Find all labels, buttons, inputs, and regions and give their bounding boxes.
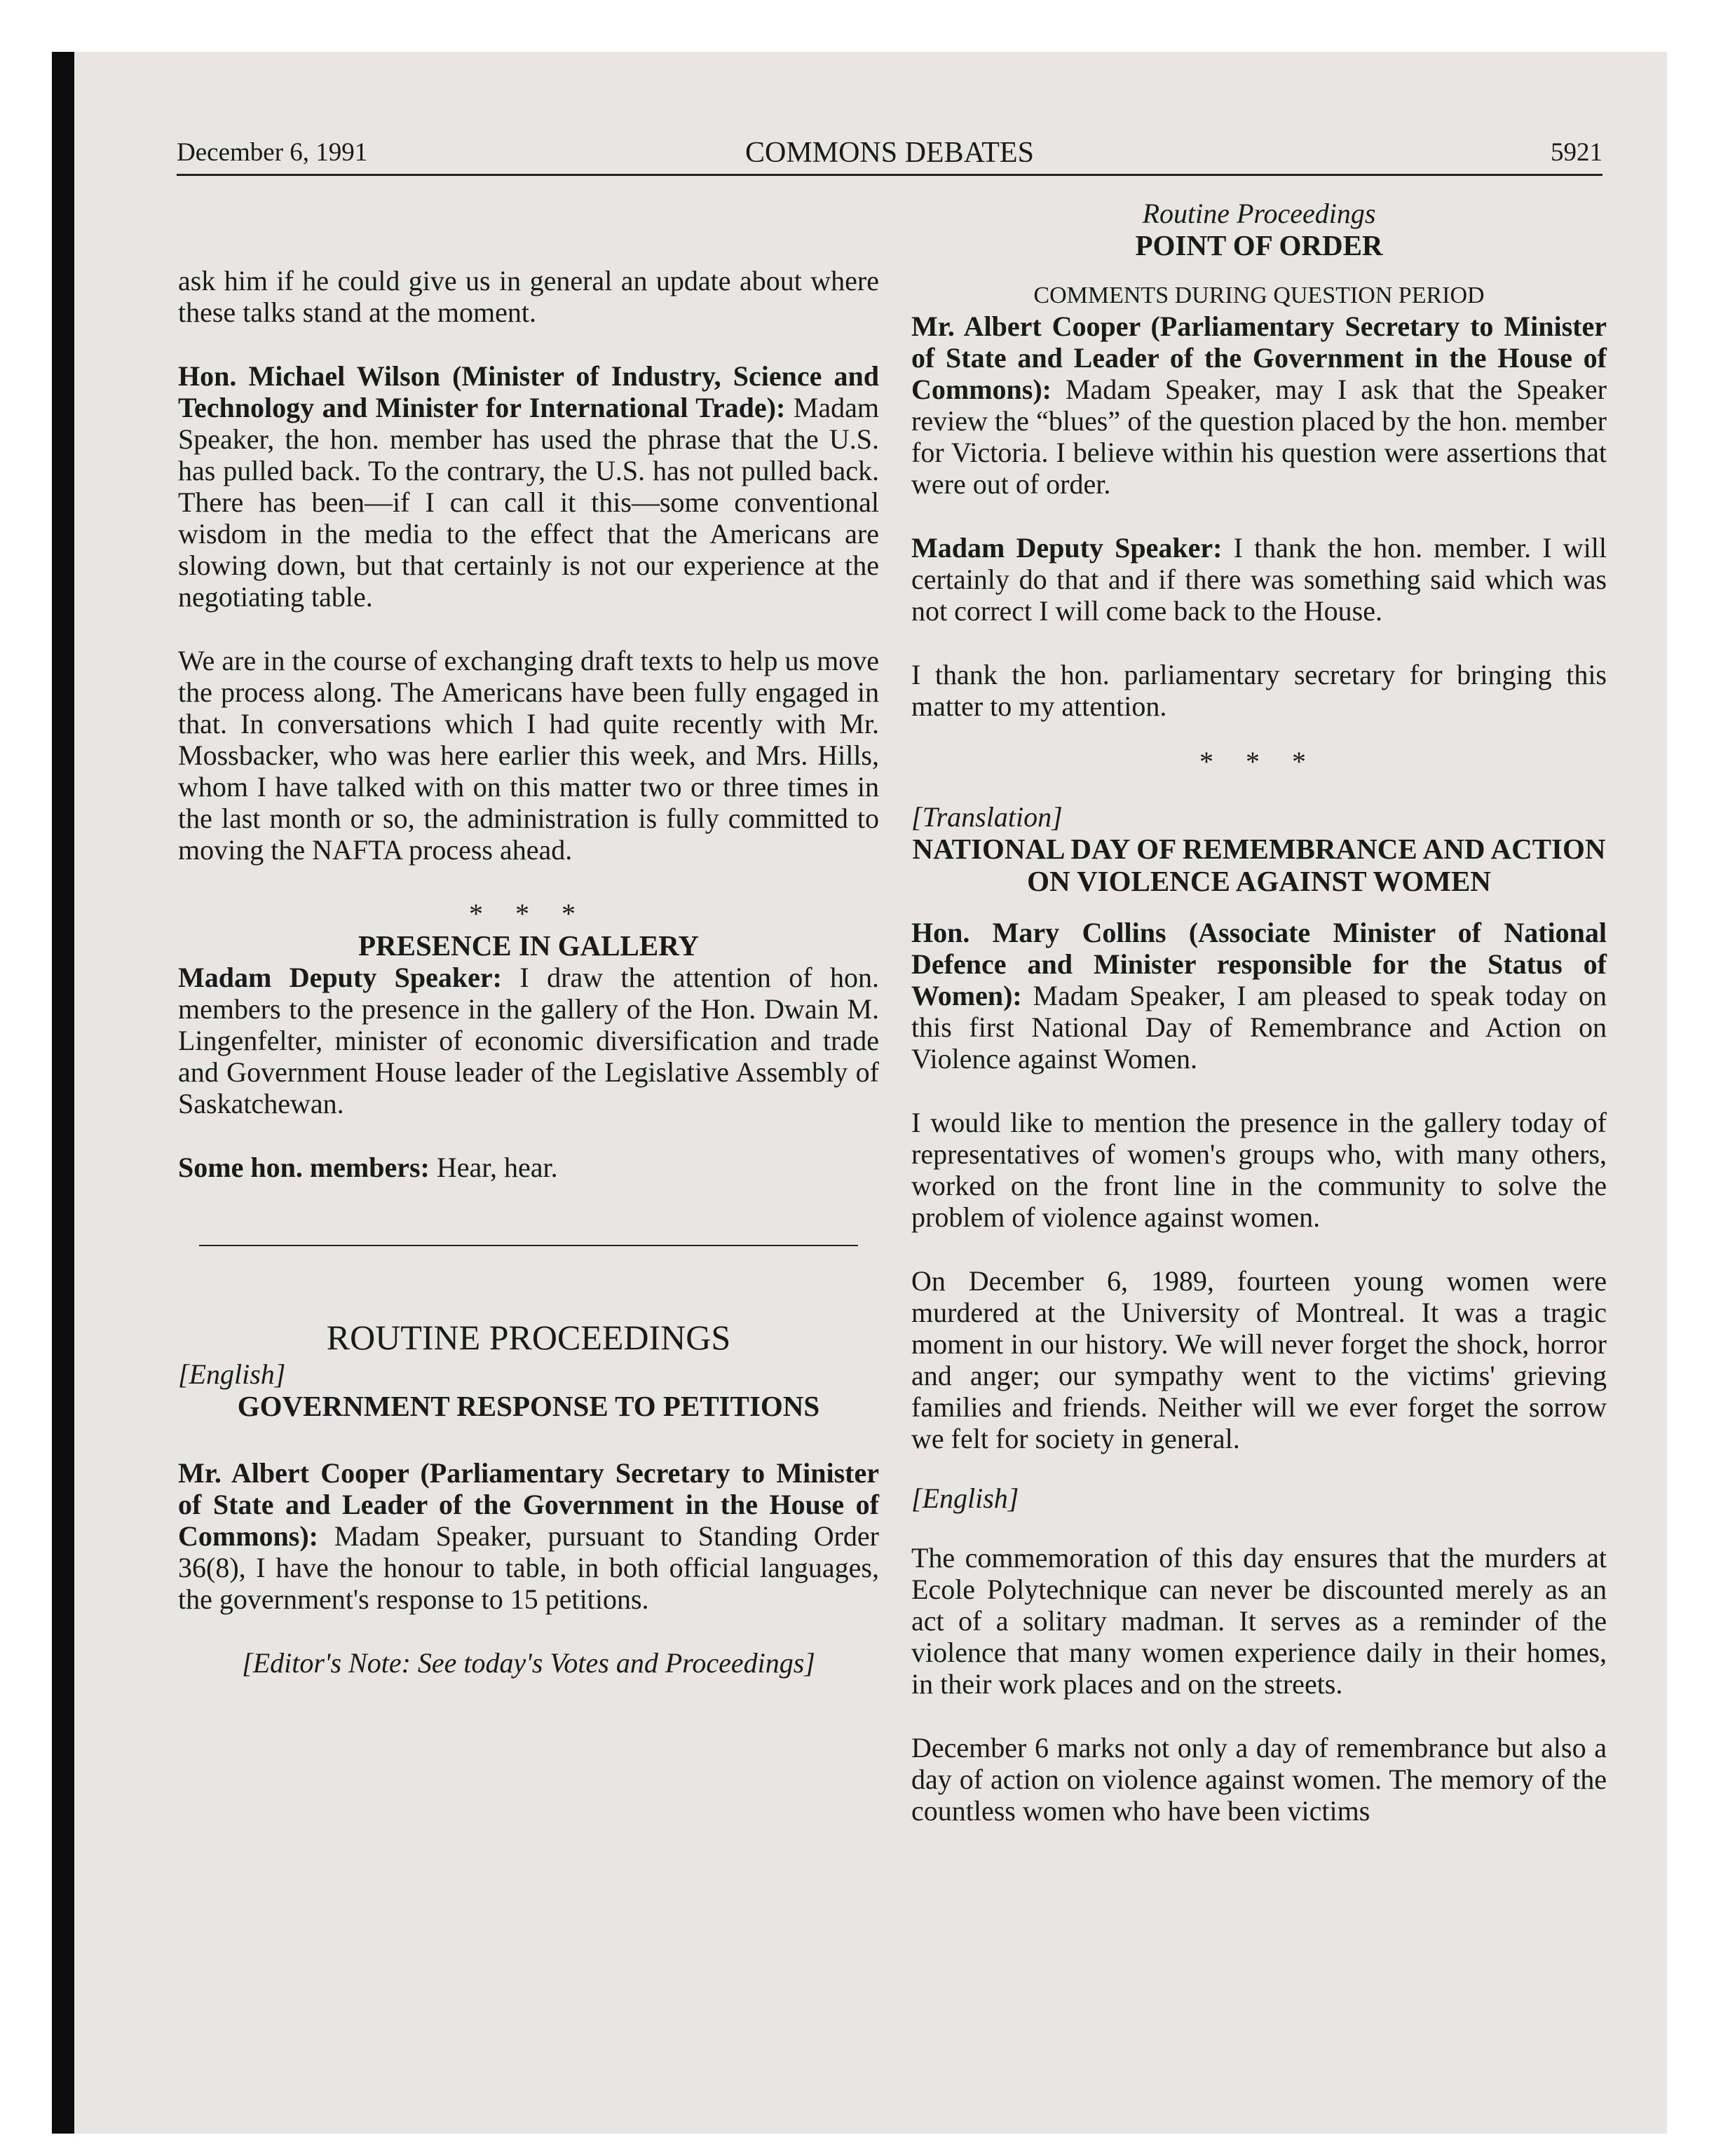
editors-note: [Editor's Note: See today's Votes and Proceedings] bbox=[242, 1647, 815, 1679]
subheading-comments-during-question-period: COMMENTS DURING QUESTION PERIOD bbox=[1033, 282, 1485, 308]
heading-point-of-order: POINT OF ORDER bbox=[1135, 229, 1383, 261]
language-marker: [Translation] bbox=[911, 801, 1063, 833]
speech-text: I thank the hon. member. I will certainly do that and if there was something said which was not correct I will come back to the House. bbox=[911, 532, 1607, 627]
section-label: Routine Proceedings bbox=[1142, 198, 1376, 229]
heading-presence-in-gallery: PRESENCE IN GALLERY bbox=[358, 929, 700, 962]
speaker-name: Hon. Mary Collins (Associate Minister of National Defence and Minister responsible for the Status of Women): bbox=[911, 917, 1607, 1011]
speaker-name: Madam Deputy Speaker: bbox=[911, 532, 1223, 564]
section-separator-stars: * * * bbox=[1199, 746, 1319, 777]
paragraph bbox=[911, 917, 1607, 1074]
paragraph: I thank the hon. parliamentary secretary for bringing this matter to my attention. bbox=[911, 659, 1607, 722]
section-separator-stars: * * * bbox=[469, 898, 588, 929]
speech-text: I draw the attention of hon. members to the presence in the gallery of the Hon. Dwain M. Lingenfelter, minister of economic diversification and trade and Government House leader of the Legislative Assembly of Saskatchewan. bbox=[178, 962, 879, 1119]
header-page-number: 5921 bbox=[1551, 138, 1603, 167]
paragraph: I would like to mention the presence in the gallery today of representatives of women's groups who, with many others, worked on the front line in the community to solve the problem of violence against women. bbox=[911, 1107, 1607, 1233]
heading-routine-proceedings: ROUTINE PROCEEDINGS bbox=[326, 1318, 731, 1357]
paragraph: December 6 marks not only a day of remembrance but also a day of action on violence against women. The memory of the countless women who have been victims bbox=[911, 1732, 1607, 1827]
paragraph: We are in the course of exchanging draft texts to help us move the process along. The Americans have been fully engaged in that. In conversations which I had quite recently with Mr. Mossbacker, who was here earlier this week, and Mrs. Hills, whom I have talked with on this matter two or three times in the last month or so, the administration is fully committed to moving the NAFTA process ahead. bbox=[178, 645, 879, 866]
speaker-name: Mr. Albert Cooper (Parliamentary Secretary to Minister of State and Leader of the Government in the House of Commons): bbox=[911, 311, 1607, 405]
speech-text: Madam Speaker, the hon. member has used the phrase that the U.S. has pulled back. To the contrary, the U.S. has not pulled back. There has been—if I can call it this—some conventional wisdom in the media to the effect that the Americans are slowing down, but that certainly is not our experience at the negotiating table. bbox=[178, 392, 879, 613]
scan-edge-bar bbox=[52, 52, 74, 2134]
language-marker: [English] bbox=[911, 1482, 1019, 1514]
left-column bbox=[178, 265, 879, 1679]
speaker-name: Mr. Albert Cooper (Parliamentary Secretary to Minister of State and Leader of the Government in the House of Commons): bbox=[178, 1457, 879, 1552]
paragraph bbox=[178, 1457, 879, 1615]
speech-text: Madam Speaker, I am pleased to speak today on this first National Day of Remembrance and Action on Violence against Women. bbox=[911, 980, 1607, 1074]
language-marker: [English] bbox=[178, 1358, 286, 1390]
paragraph: ask him if he could give us in general an update about where these talks stand at the moment. bbox=[178, 265, 879, 328]
header-rule bbox=[177, 174, 1603, 176]
running-head bbox=[177, 133, 1603, 172]
paragraph: On December 6, 1989, fourteen young women were murdered at the University of Montreal. It was a tragic moment in our history. We will never forget the shock, horror and anger; our sympathy went to the victims' grieving families and friends. Neither will we ever forget the sorrow we felt for society in general. bbox=[911, 1265, 1607, 1454]
heading-national-day-of-remembrance: NATIONAL DAY OF REMEMBRANCE AND ACTION ON VIOLENCE AGAINST WOMEN bbox=[912, 833, 1606, 897]
header-date: December 6, 1991 bbox=[177, 138, 368, 167]
speech-text: Madam Speaker, may I ask that the Speaker review the “blues” of the question placed by the hon. member for Victoria. I believe within his question were assertions that were out of order. bbox=[911, 374, 1607, 500]
paragraph bbox=[178, 962, 879, 1119]
heading-government-response-to-petitions: GOVERNMENT RESPONSE TO PETITIONS bbox=[237, 1390, 820, 1422]
paragraph bbox=[911, 532, 1607, 627]
header-journal-title: COMMONS DEBATES bbox=[745, 137, 1034, 169]
speaker-name: Hon. Michael Wilson (Minister of Industry, Science and Technology and Minister for International Trade): bbox=[178, 360, 879, 423]
paragraph bbox=[178, 1152, 879, 1183]
speaker-name: Madam Deputy Speaker: bbox=[178, 962, 502, 993]
paragraph: The commemoration of this day ensures that the murders at Ecole Polytechnique can never be discounted merely as an act of a solitary madman. It serves as a reminder of the violence that many women experience daily in their homes, in their work places and on the streets. bbox=[911, 1542, 1607, 1700]
paragraph bbox=[911, 311, 1607, 500]
right-column bbox=[911, 198, 1607, 1827]
speaker-name: Some hon. members: bbox=[178, 1152, 430, 1183]
section-divider-rule bbox=[199, 1245, 858, 1246]
speech-text: Hear, hear. bbox=[429, 1152, 558, 1183]
speech-text: Madam Speaker, pursuant to Standing Order 36(8), I have the honour to table, in both official languages, the government's response to 15 petitions. bbox=[178, 1520, 879, 1615]
paragraph bbox=[178, 360, 879, 613]
